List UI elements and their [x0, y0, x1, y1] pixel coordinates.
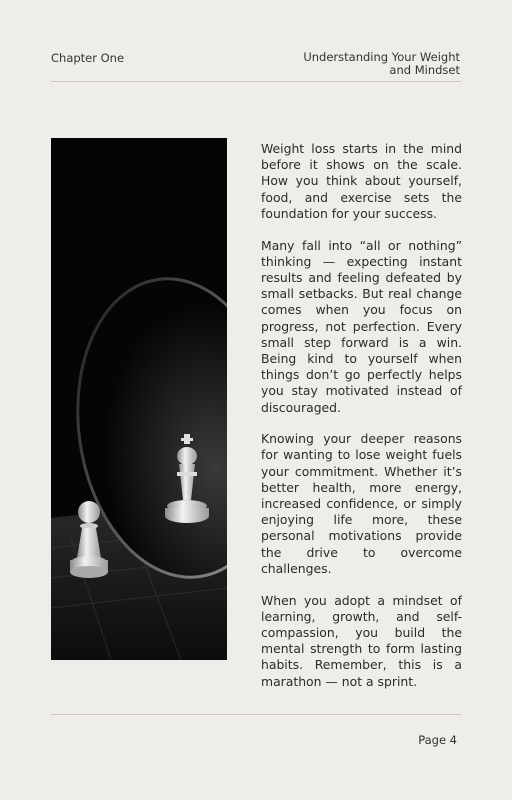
paragraph: When you adopt a mindset of learning, growth, and self-compassion, you build the mental strength to form lasting habits. Remember, this is a marathon — not a sprint. [261, 592, 462, 689]
header-divider [51, 81, 461, 82]
body-text [261, 141, 462, 705]
paragraph: Weight loss starts in the mind before it shows on the scale. How you think about yourself, food, and exercise sets the foundation for your success. [261, 141, 462, 221]
chess-mirror-image [51, 138, 227, 660]
chapter-title: Understanding Your Weight and Mindset [303, 50, 460, 77]
paragraph: Many fall into “all or nothing” thinking — expecting instant results and feeling defeated by small setbacks. But real change comes when you focus on progress, not perfection. Every small step forward is a win. Being kind to yourself when things don’t go perfectly helps you stay motivated instead of discouraged. [261, 237, 462, 415]
chapter-label: Chapter One [51, 51, 125, 65]
paragraph: Knowing your deeper reasons for wanting to lose weight fuels your commitment. Whether it’s better health, more energy, increased confidence, or simply enjoying life more, these personal motivations provide the drive to overcome challenges. [261, 431, 462, 576]
footer-divider [51, 714, 461, 715]
page-number: Page 4 [418, 733, 457, 747]
